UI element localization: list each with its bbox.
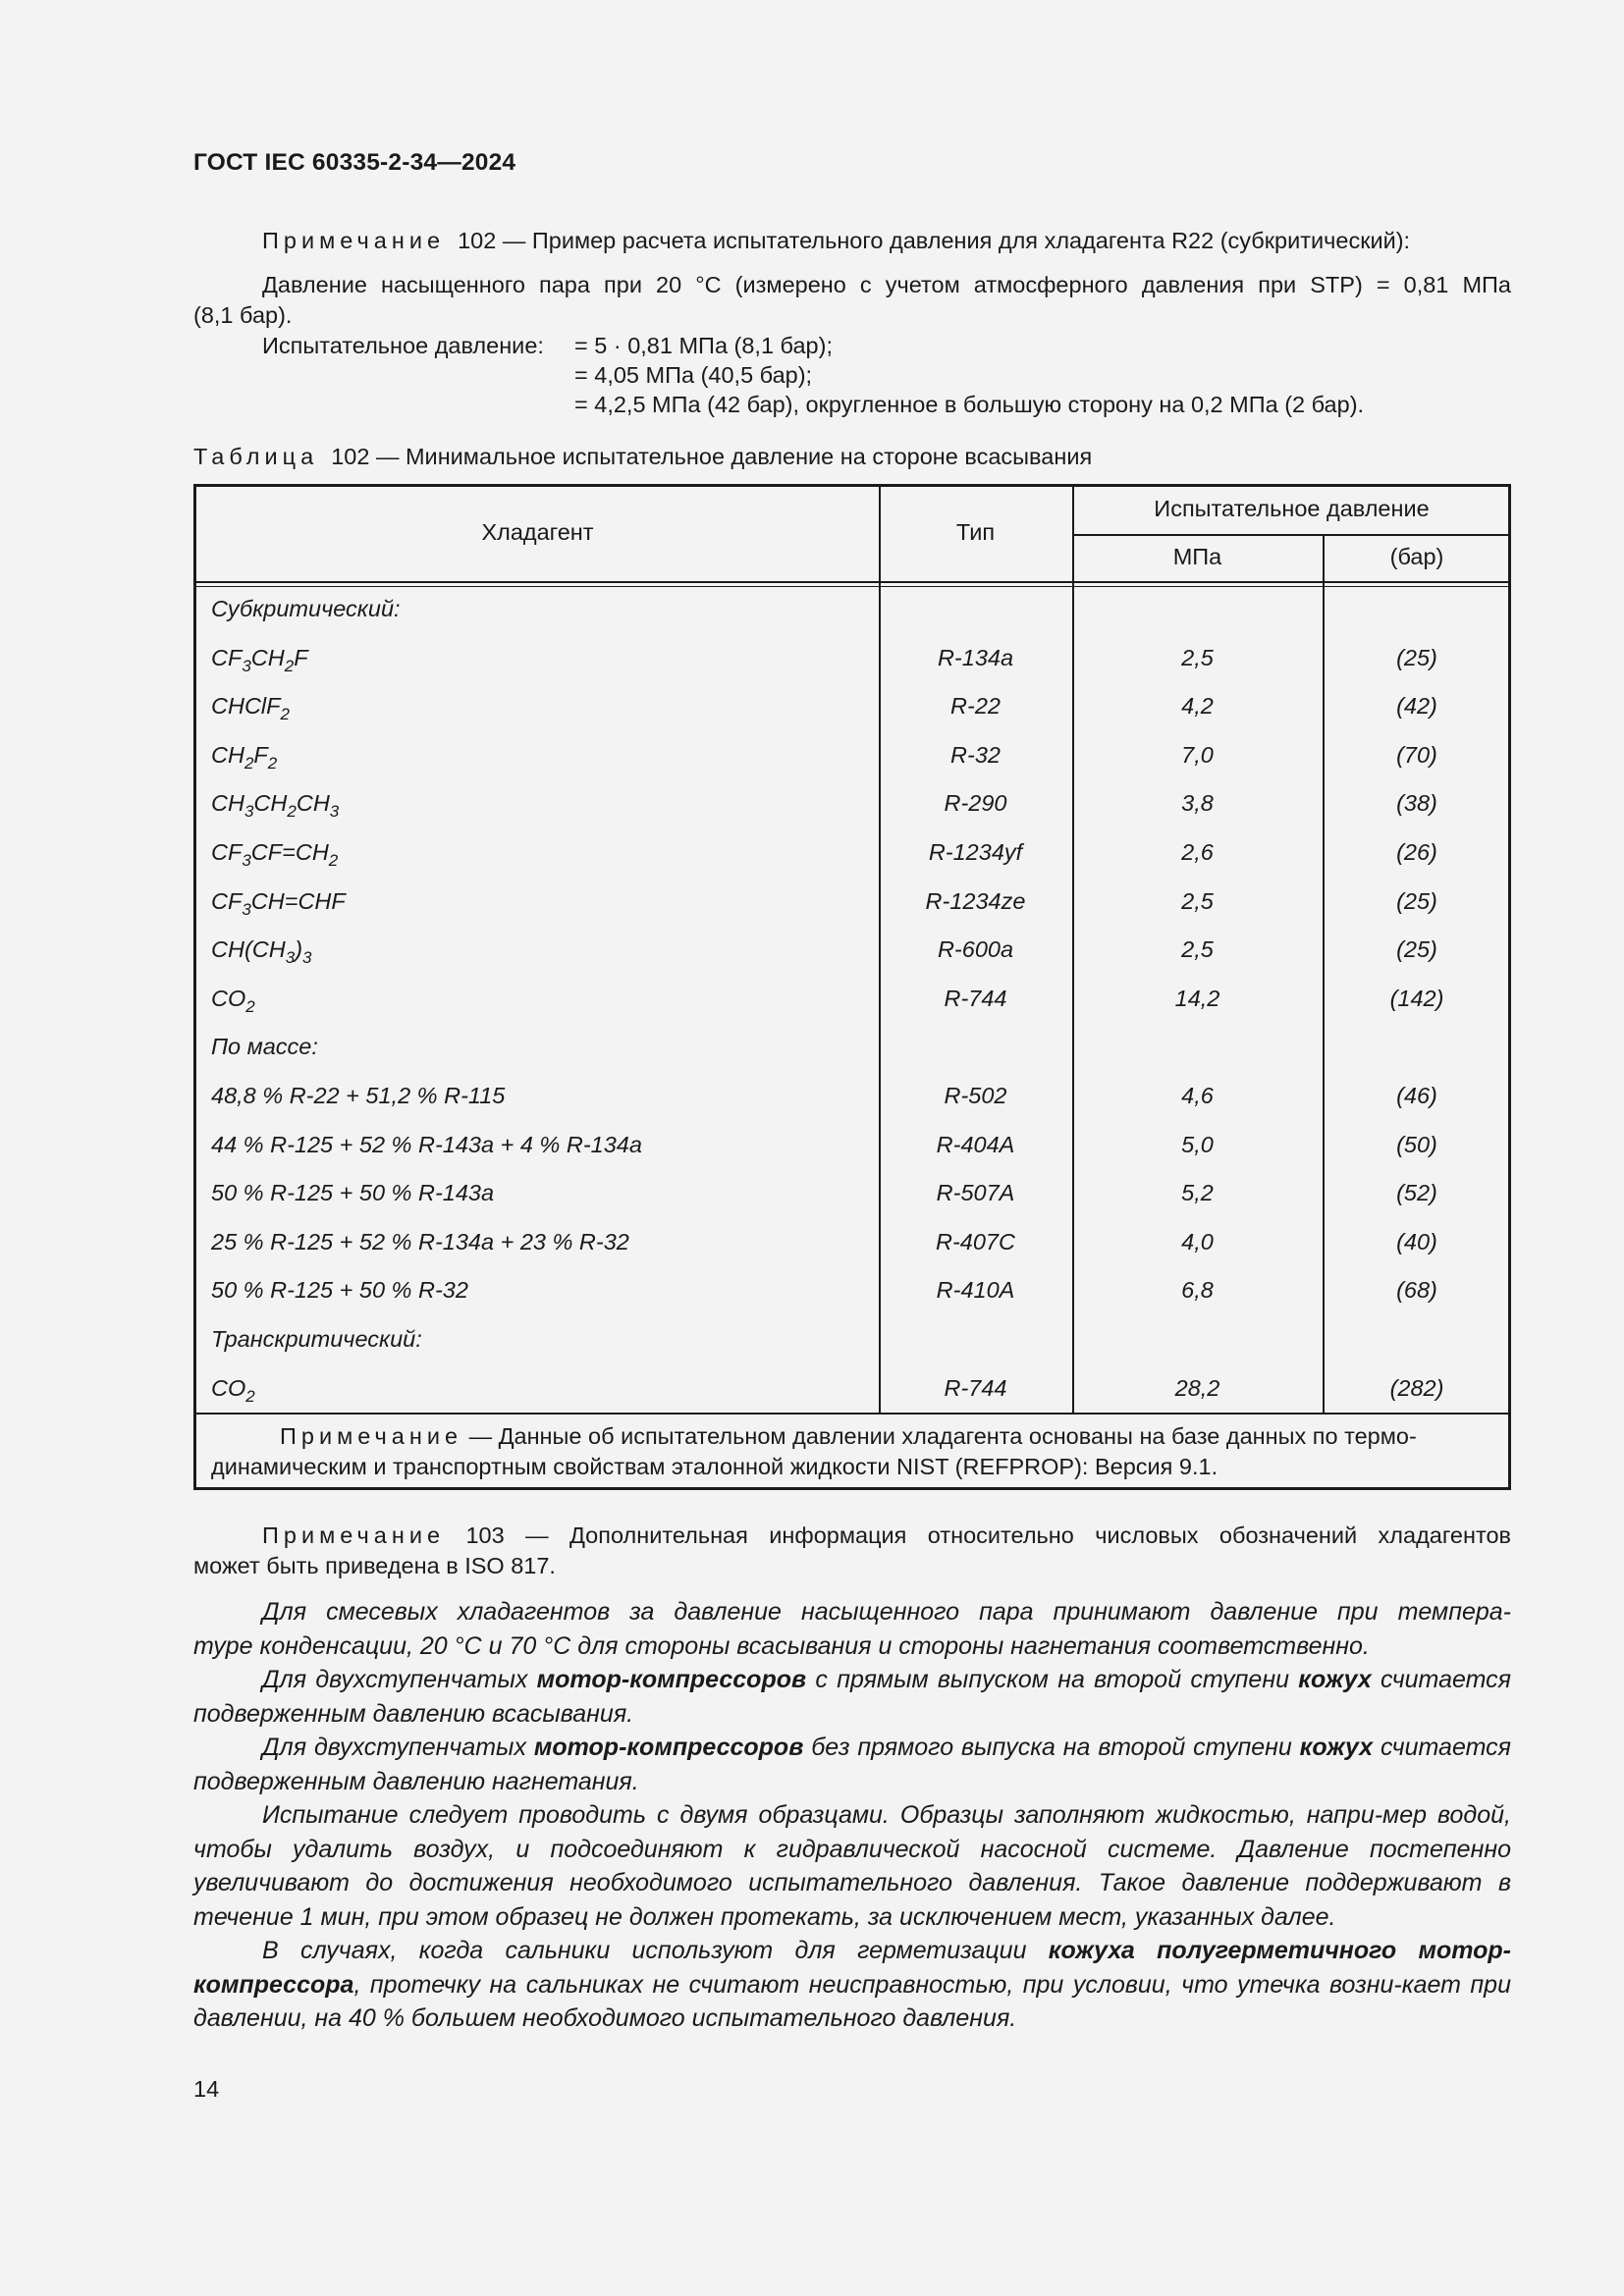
table-mass-row-5-type: R-410A [936, 1277, 1015, 1303]
para-2-term-2: кожух [1298, 1666, 1372, 1693]
group-subcritical: Субкритический: [211, 596, 401, 621]
table-mass-row-2-mpa: 5,0 [1181, 1132, 1214, 1157]
para-2-term-1: мотор-компрессоров [536, 1666, 807, 1693]
header-refrigerant: Хладагент [481, 519, 594, 545]
table-row-4-bar: (38) [1396, 790, 1437, 816]
table-row-5-mpa: 2,6 [1181, 839, 1214, 865]
group-by-mass: По массе: [211, 1034, 318, 1059]
para-2-mid: с прямым выпуском на второй ступени [815, 1666, 1289, 1693]
note-102-label: Примечание [262, 228, 446, 253]
table-note-line1 [280, 1423, 1417, 1450]
table-mass-row-1-bar: (46) [1396, 1083, 1437, 1108]
table-mass-row-4-bar: (40) [1396, 1229, 1437, 1255]
header-bar: (бар) [1389, 544, 1444, 569]
table-mass-row-5-mpa: 6,8 [1181, 1277, 1214, 1303]
table-row-3-bar: (70) [1396, 742, 1437, 768]
para-3 [193, 1731, 1511, 1798]
table-trans-row-mpa: 28,2 [1174, 1375, 1220, 1401]
note-102-line1b: (8,1 бар). [193, 302, 293, 328]
table-mass-row-2-type: R-404A [936, 1132, 1015, 1157]
table-hline-header [196, 581, 1511, 583]
table-note-line2: динамическим и транспортным свойствам эталонной жидкости NIST (REFPROP): Версия 9.1. [211, 1454, 1218, 1479]
note-102-text: 102 — Пример расчета испытательного давления для хладагента R22 (субкритический): [458, 228, 1411, 253]
table-row-6-type: R-1234ze [925, 888, 1026, 914]
table-mass-row-1-mpa: 4,6 [1181, 1083, 1214, 1108]
para-3-term-2: кожух [1299, 1734, 1374, 1761]
calc-line-1: = 5 · 0,81 МПа (8,1 бар); [574, 333, 833, 358]
para-4: Испытание следует проводить с двумя образцами. Образцы заполняют жидкостью, напри-мер водой, чтобы удалить воздух, и подсоединяют к гидравлической насосной системе. Давление постепенно увеличивают до достижения необходимого испытательного давления. Такое давление поддерживают в течение 1 мин, при этом образец не должен протекать, за исключением мест, указанных далее. [193, 1801, 1511, 1931]
table-note-label: Примечание [280, 1423, 463, 1449]
table-mass-row-3-bar: (52) [1396, 1180, 1437, 1205]
table-row-6-formula: $CF_3CH=CHF$ [211, 888, 346, 919]
para-5-pre: В случаях, когда сальники используют для герметизации [262, 1937, 1027, 1964]
para-2-end: считается подверженным давлению всасывания. [193, 1666, 1512, 1728]
table-mass-row-2-formula: 44 % R-125 + 52 % R-143a + 4 % R-134a [211, 1132, 642, 1157]
table-row-7-bar: (25) [1396, 936, 1437, 962]
table-row-8-mpa: 14,2 [1174, 986, 1220, 1011]
para-5-end: , протечку на сальниках не считают неисправностью, при условии, что утечка возни-кает при давлении, на 40 % большем необходимого испытательного давления. [193, 1970, 1511, 2032]
table-row-3-formula: $CH_2F_2$ [211, 742, 278, 773]
table-caption-label: Таблица [193, 444, 319, 469]
para-1-line-2: туре конденсации, 20 °С и 70 °С для стороны всасывания и стороны нагнетания соответственно. [193, 1631, 1370, 1660]
table-hline-footer [196, 1413, 1511, 1415]
table-row-4-type: R-290 [944, 790, 1007, 816]
table-row-1-bar: (25) [1396, 645, 1437, 670]
table-mass-row-5-formula: 50 % R-125 + 50 % R-32 [211, 1277, 468, 1303]
calc-line-3: = 4,2,5 МПа (42 бар), округленное в большую сторону на 0,2 МПа (2 бар). [574, 392, 1365, 417]
note-103-line2: может быть приведена в ISO 817. [193, 1553, 556, 1578]
header-test-pressure: Испытательное давление [1154, 496, 1430, 521]
para-2 [193, 1663, 1511, 1731]
table-caption [193, 441, 1092, 472]
table-mass-row-3-mpa: 5,2 [1181, 1180, 1214, 1205]
table-row-2-formula: CHClF$_2$ [211, 693, 290, 723]
table-row-5-type: R-1234yf [928, 839, 1023, 865]
calc-line-2: = 4,05 МПа (40,5 бар); [574, 362, 813, 388]
table-mass-row-3-formula: 50 % R-125 + 50 % R-143a [211, 1180, 495, 1205]
para-5 [193, 1934, 1511, 2036]
table-hline-subheader [1072, 534, 1511, 536]
para-5-term: кожуха полугерметичного мотор-компрессора [193, 1937, 1511, 1999]
body-text [193, 1595, 1511, 2036]
table-row-8-bar: (142) [1389, 986, 1444, 1011]
note-102-line1: Давление насыщенного пара при 20 °С (измерено с учетом атмосферного давления при STP) = 0,81 МПа [262, 272, 1511, 297]
refrigerant-table [193, 484, 1511, 1490]
table-mass-row-4-type: R-407C [936, 1229, 1015, 1255]
table-row-2-type: R-22 [950, 693, 1001, 719]
table-caption-text: 102 — Минимальное испытательное давление на стороне всасывания [331, 444, 1093, 469]
table-trans-row-type: R-744 [944, 1375, 1007, 1401]
table-row-8-formula: $CO_2$ [211, 986, 255, 1016]
table-row-6-mpa: 2,5 [1181, 888, 1214, 914]
table-mass-row-4-formula: 25 % R-125 + 52 % R-134a + 23 % R-32 [211, 1229, 629, 1255]
table-trans-row-formula: $CO_2$ [211, 1375, 255, 1406]
table-mass-row-4-mpa: 4,0 [1181, 1229, 1214, 1255]
table-row-2-mpa: 4,2 [1181, 693, 1214, 719]
table-row-3-type: R-32 [950, 742, 1001, 768]
table-row-6-bar: (25) [1396, 888, 1437, 914]
note-103-label: Примечание [262, 1522, 446, 1548]
page-number: 14 [193, 2076, 220, 2102]
note-102 [262, 225, 1410, 256]
para-3-end: считается подверженным давлению нагнетания. [193, 1734, 1511, 1795]
table-row-7-type: R-600a [937, 936, 1014, 962]
group-transcritical: Транскритический: [211, 1326, 422, 1352]
table-row-1-type: R-134a [937, 645, 1014, 670]
table-row-1-mpa: 2,5 [1181, 645, 1214, 670]
para-2-pre: Для двухступенчатых [262, 1666, 528, 1693]
table-row-2-bar: (42) [1396, 693, 1437, 719]
table-trans-row-bar: (282) [1389, 1375, 1444, 1401]
para-3-pre: Для двухступенчатых [262, 1734, 526, 1761]
table-row-8-type: R-744 [944, 986, 1007, 1011]
table-mass-row-5-bar: (68) [1396, 1277, 1437, 1303]
header-type: Тип [955, 519, 996, 545]
para-3-term-1: мотор-компрессоров [533, 1734, 804, 1761]
table-row-7-formula: $CH(CH_3)_3$ [211, 936, 312, 967]
note-103-line1 [262, 1520, 1511, 1551]
table-mass-row-2-bar: (50) [1396, 1132, 1437, 1157]
table-row-7-mpa: 2,5 [1181, 936, 1214, 962]
document-header: ГОСТ IEC 60335-2-34—2024 [193, 149, 516, 176]
table-row-5-formula: $CF_3CF=CH_2$ [211, 839, 339, 870]
table-note-text: — Данные об испытательном давлении хладагента основаны на базе данных по термо- [468, 1423, 1417, 1449]
table-row-5-bar: (26) [1396, 839, 1437, 865]
table-mass-row-1-formula: 48,8 % R-22 + 51,2 % R-115 [211, 1083, 506, 1108]
test-pressure-label: Испытательное давление: [262, 333, 544, 358]
para-3-mid: без прямого выпуска на второй ступени [811, 1734, 1292, 1761]
table-row-4-formula: $CH_3CH_2CH_3$ [211, 790, 340, 821]
table-mass-row-1-type: R-502 [944, 1083, 1007, 1108]
table-hline-header-double [196, 586, 1511, 587]
table-row-4-mpa: 3,8 [1181, 790, 1214, 816]
table-row-1-formula: $CF_3CH_2F$ [211, 645, 308, 675]
note-103-text: 103 — Дополнительная информация относительно числовых обозначений хладагентов [465, 1522, 1512, 1548]
table-row-3-mpa: 7,0 [1181, 742, 1214, 768]
header-mpa: МПа [1172, 544, 1222, 569]
table-mass-row-3-type: R-507A [936, 1180, 1015, 1205]
para-1-line-1: Для смесевых хладагентов за давление насыщенного пара принимают давление при темпера- [262, 1598, 1511, 1626]
